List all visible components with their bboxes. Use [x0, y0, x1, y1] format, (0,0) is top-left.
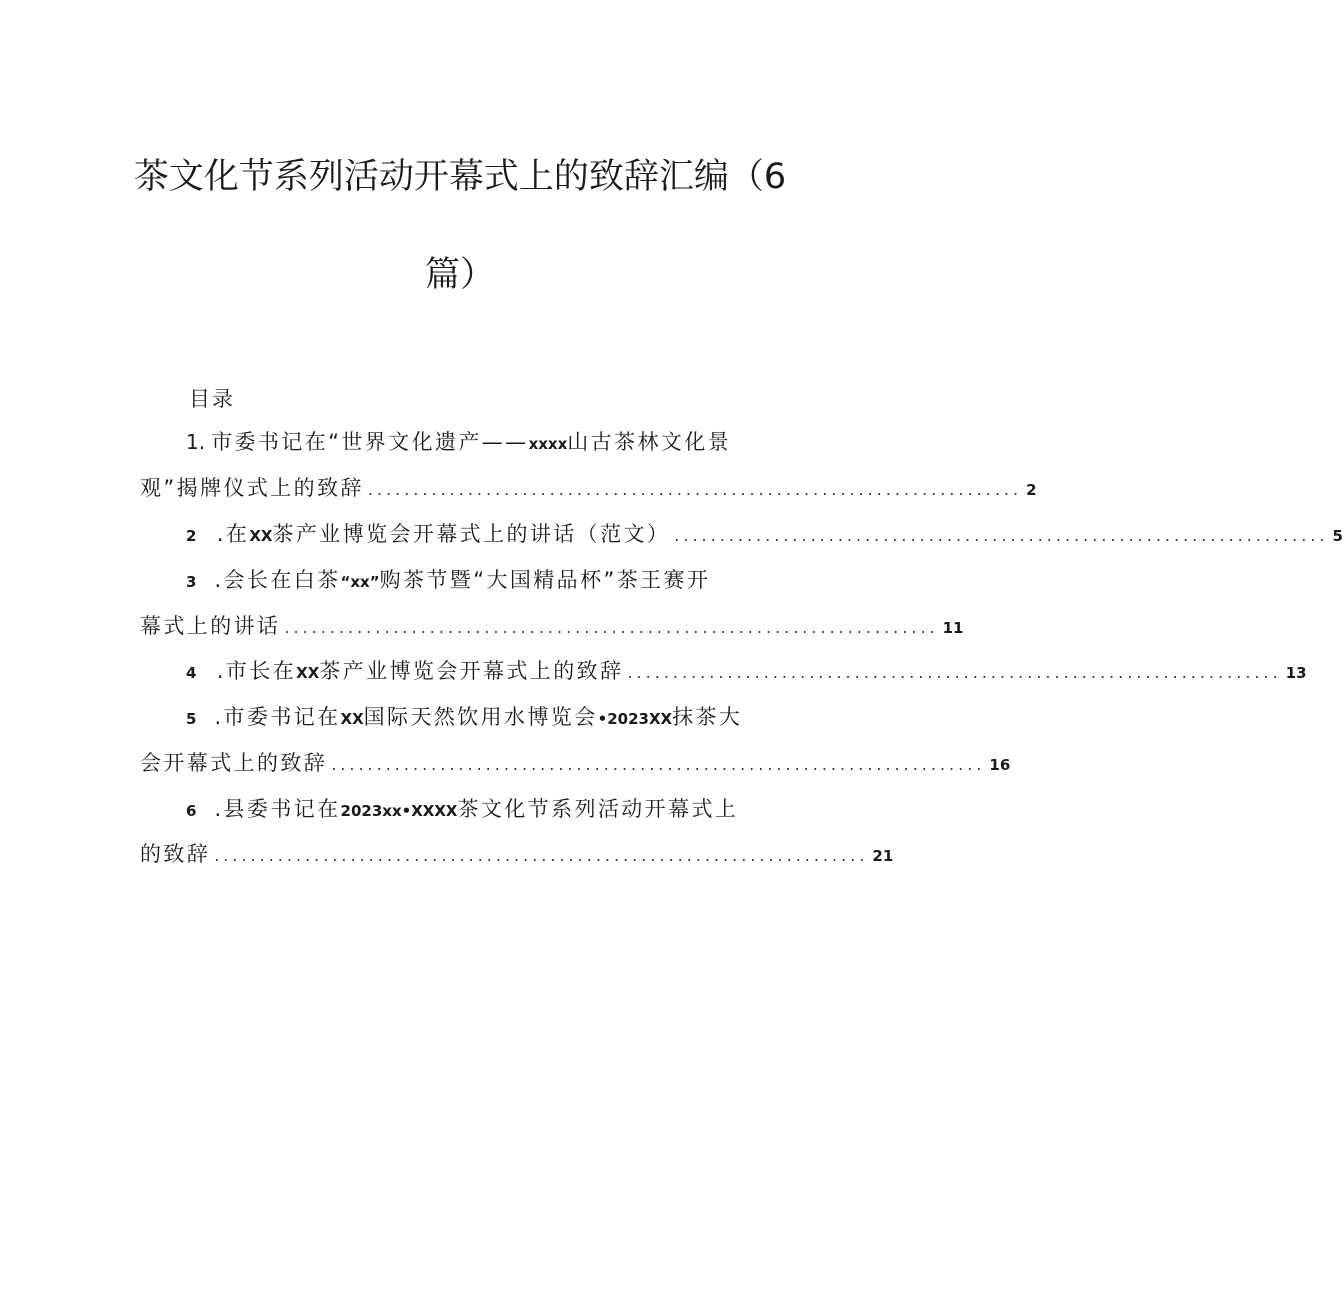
toc-leader-dots: ........................................................................ — [214, 846, 869, 865]
toc-entry-6-line2[interactable] — [140, 840, 894, 868]
toc-leader-dots: ........................................................................ — [367, 480, 1023, 499]
toc-entry-2[interactable] — [186, 520, 1343, 548]
toc-entry-1-line2[interactable] — [140, 474, 1037, 502]
toc-entry-5-line1[interactable] — [186, 703, 776, 731]
toc-entry-latin: XX — [296, 664, 320, 682]
toc-entry-3-line2[interactable] — [140, 612, 964, 640]
toc-entry-number: 1. — [186, 430, 206, 454]
toc-entry-1-line1[interactable] — [186, 428, 776, 456]
toc-entry-text: 观”揭牌仪式上的致辞 — [140, 476, 364, 500]
toc-entry-latin: xxxx — [528, 435, 568, 453]
toc-entry-text: 茶产业博览会开幕式上的致辞 — [319, 659, 624, 683]
toc-page-number: 13 — [1285, 664, 1307, 682]
toc-page-number: 5 — [1332, 527, 1343, 545]
toc-entry-latin: XX — [249, 527, 273, 545]
toc-entry-text: .市长在 — [216, 659, 297, 683]
toc-entry-latin: •2023XX — [597, 710, 673, 728]
toc-entry-text: 市委书记在“世界文化遗产—— — [211, 430, 529, 454]
toc-entry-number: 2 — [186, 527, 199, 545]
toc-leader-dots: ........................................................................ — [627, 663, 1282, 682]
toc-leader-dots: ........................................................................ — [674, 526, 1329, 545]
toc-entry-text: 茶文化节系列活动开幕式上 — [457, 797, 739, 821]
toc-entry-text: 抹茶大 — [672, 705, 743, 729]
toc-entry-text: 幕式上的讲话 — [140, 614, 281, 638]
toc-entry-3-line1[interactable] — [186, 566, 776, 594]
toc-entry-text: .在 — [216, 522, 250, 546]
toc-entry-text: .市委书记在 — [214, 705, 341, 729]
toc-entry-5-line2[interactable] — [140, 749, 1011, 777]
toc-entry-text: 会开幕式上的致辞 — [140, 751, 328, 775]
toc-entry-text: 山古茶林文化景 — [567, 430, 732, 454]
toc-entry-text: 的致辞 — [140, 842, 211, 866]
toc-page-number: 16 — [989, 756, 1011, 774]
toc-page-number: 11 — [942, 619, 964, 637]
toc-entry-4[interactable] — [186, 657, 1307, 685]
toc-leader-dots: ........................................................................ — [284, 618, 939, 637]
toc-entry-text: 茶产业博览会开幕式上的讲话（范文） — [272, 522, 671, 546]
document-title-line1: 茶文化节系列活动开幕式上的致辞汇编（6 — [133, 157, 787, 197]
toc-page-number: 2 — [1026, 481, 1037, 499]
toc-entry-number: 3 — [186, 573, 197, 591]
toc-entry-number: 6 — [186, 802, 197, 820]
document-title-line2: 篇） — [424, 255, 495, 295]
toc-entry-text: 国际天然饮用水博览会 — [363, 705, 598, 729]
toc-entry-latin: 2023xx•XXXX — [340, 802, 458, 820]
toc-entry-6-line1[interactable] — [186, 795, 776, 823]
toc-entry-latin: “xx” — [340, 573, 380, 591]
toc-entry-number: 5 — [186, 710, 197, 728]
toc-entry-number: 4 — [186, 664, 199, 682]
toc-heading: 目录 — [189, 387, 235, 411]
toc-entry-text: 购茶节暨“大国精品杯”茶王赛开 — [379, 568, 711, 592]
toc-entry-latin: XX — [340, 710, 364, 728]
toc-leader-dots: ........................................................................ — [331, 755, 986, 774]
toc-page-number: 21 — [872, 847, 894, 865]
toc-entry-text: .县委书记在 — [214, 797, 341, 821]
toc-entry-text: .会长在白茶 — [214, 568, 341, 592]
